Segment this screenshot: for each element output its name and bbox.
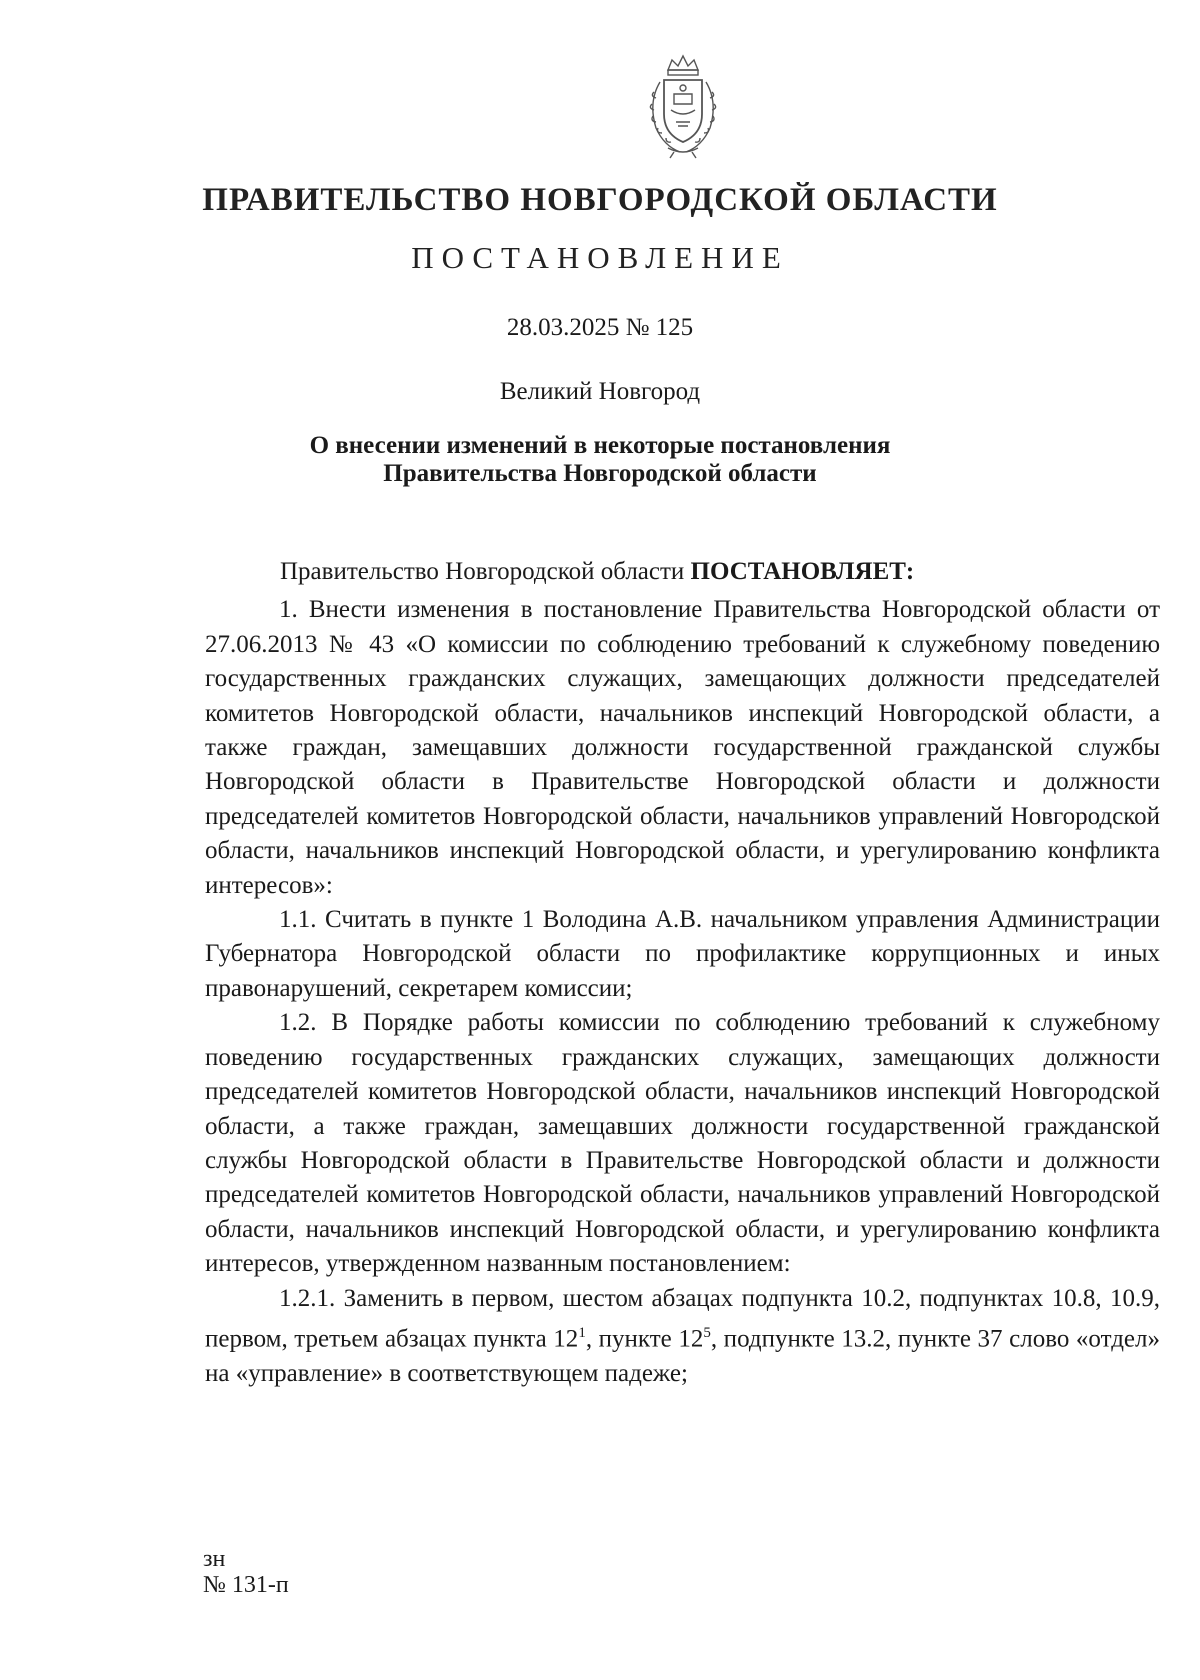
paragraph-1: 1. Внести изменения в постановление Правительства Новгородской области от 27.06.2013 № 43 «О комиссии по соблюдению требований к служебному поведению государственных гражданских служащих, замещающих должности председателей комитетов Новгородской области, начальников инспекций Новгородской области, а также граждан, замещавших должности государственной гражданской службы Новгородской области в Правительстве Новгородской области и должности председателей комитетов Новгородской области, начальников управлений Новгородской области, начальников инспекций Новгородской области, и урегулированию конфликта интересов»: <box>205 596 1160 899</box>
paragraph-1-2-1-text-a: 1.2.1. Заменить в первом, шестом абзацах подпункта 10.2, подпунктах 10.8, 10.9, первом, третьем абзацах пункта 12 <box>205 1284 1160 1353</box>
coat-of-arms-icon <box>638 52 728 160</box>
document-date-number: 28.03.2025 № 125 <box>506 314 694 341</box>
organization-name: ПРАВИТЕЛЬСТВО НОВГОРОДСКОЙ ОБЛАСТИ <box>202 182 998 218</box>
paragraph-1-2: 1.2. В Порядке работы комиссии по соблюдению требований к служебному поведению государственных гражданских служащих, замещающих должности председателей комитетов Новгородской области, начальников инспекций Новгородской области, а также граждан, замещавших должности государственной гражданской службы Новгородской области в Правительстве Новгородской области и должности председателей комитетов Новгородской области, начальников управлений Новгородской области, начальников инспекций Новгородской области, и урегулированию конфликта интересов, утвержденном названным постановлением: <box>205 1009 1160 1278</box>
footer-number: № 131-п <box>203 1572 289 1598</box>
paragraph-1-2-1-text-c: , подпункте 13.2, пункте 37 слово «отдел» на «управление» в соответствующем падеже; <box>205 1325 1160 1387</box>
paragraph-1-2-1-sup-a: 1 <box>578 1324 586 1341</box>
subject-line-2: Правительства Новгородской области <box>383 460 817 487</box>
paragraph-1-2-1-sup-b: 5 <box>703 1324 711 1341</box>
document-type: ПОСТАНОВЛЕНИЕ <box>411 240 789 275</box>
intro-resolve-keyword: ПОСТАНОВЛЯЕТ: <box>690 558 915 585</box>
subject-line-1: О внесении изменений в некоторые постановления <box>309 432 891 459</box>
document-subject <box>0 432 1200 488</box>
document-body <box>205 555 1160 1391</box>
document-footer <box>203 1546 289 1598</box>
document-city: Великий Новгород <box>499 378 701 405</box>
paragraph-1-1: 1.1. Считать в пункте 1 Володина А.В. начальником управления Администрации Губернатора Новгородской области по профилактике коррупционных и иных правонарушений, секретарем комиссии; <box>205 906 1160 1002</box>
footer-initials: зн <box>203 1546 226 1572</box>
intro-text: Правительство Новгородской области <box>280 558 691 585</box>
paragraph-1-2-1-text-b: , пункте 12 <box>585 1325 704 1353</box>
intro-paragraph <box>205 555 1160 589</box>
paragraph-1-2-1 <box>205 1282 1160 1392</box>
